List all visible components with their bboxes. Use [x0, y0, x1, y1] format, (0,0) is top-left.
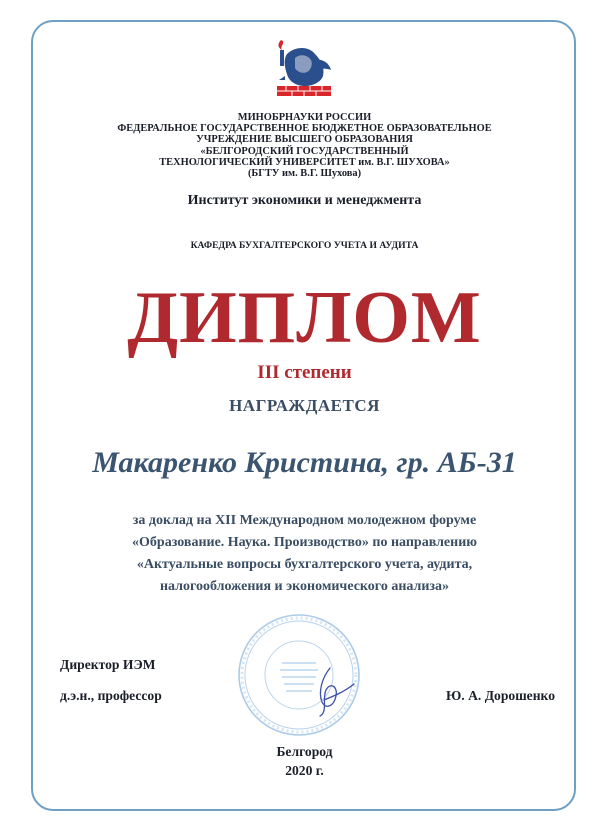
recipient-name: Макаренко Кристина, гр. АБ-31: [92, 446, 517, 479]
signatory-name: Ю. А. Дорошенко: [445, 688, 555, 703]
reason-line: «Актуальные вопросы бухгалтерского учета, аудита,: [136, 557, 473, 572]
reason-line: «Образование. Наука. Производство» по направлению: [132, 535, 477, 550]
award-reason: [60, 510, 549, 598]
signatory-title: д.э.н., профессор: [60, 688, 162, 703]
university-logo-icon: [265, 36, 343, 98]
header-line: ФЕДЕРАЛЬНОЕ ГОСУДАРСТВЕННОЕ БЮДЖЕТНОЕ ОБРАЗОВАТЕЛЬНОЕ: [117, 123, 492, 135]
header-line: «БЕЛГОРОДСКИЙ ГОСУДАРСТВЕННЫЙ: [200, 145, 409, 157]
awarded-label: НАГРАЖДАЕТСЯ: [229, 396, 380, 415]
reason-line: за доклад на XII Международном молодежном форуме: [132, 513, 477, 528]
issue-year: 2020 г.: [285, 763, 324, 778]
institute-name: Институт экономики и менеджмента: [187, 193, 422, 208]
header-line: ТЕХНОЛОГИЧЕСКИЙ УНИВЕРСИТЕТ им. В.Г. ШУХОВА»: [159, 156, 450, 168]
header-line: (БГТУ им. В.Г. Шухова): [247, 168, 362, 180]
signatory-position: Директор ИЭМ: [60, 657, 156, 672]
signature-icon: [300, 662, 360, 720]
issuer-header: [60, 112, 549, 179]
reason-line: налогообложения и экономического анализа»: [159, 579, 450, 594]
header-line: МИНОБРНАУКИ РОССИИ: [237, 112, 372, 123]
issue-city: Белгород: [276, 744, 333, 759]
diploma-title: ДИПЛОМ: [127, 277, 482, 359]
header-line: УЧРЕЖДЕНИЕ ВЫСШЕГО ОБРАЗОВАНИЯ: [196, 134, 413, 146]
department-name: КАФЕДРА БУХГАЛТЕРСКОГО УЧЕТА И АУДИТА: [190, 240, 419, 251]
diploma-degree: III степени: [257, 362, 352, 383]
